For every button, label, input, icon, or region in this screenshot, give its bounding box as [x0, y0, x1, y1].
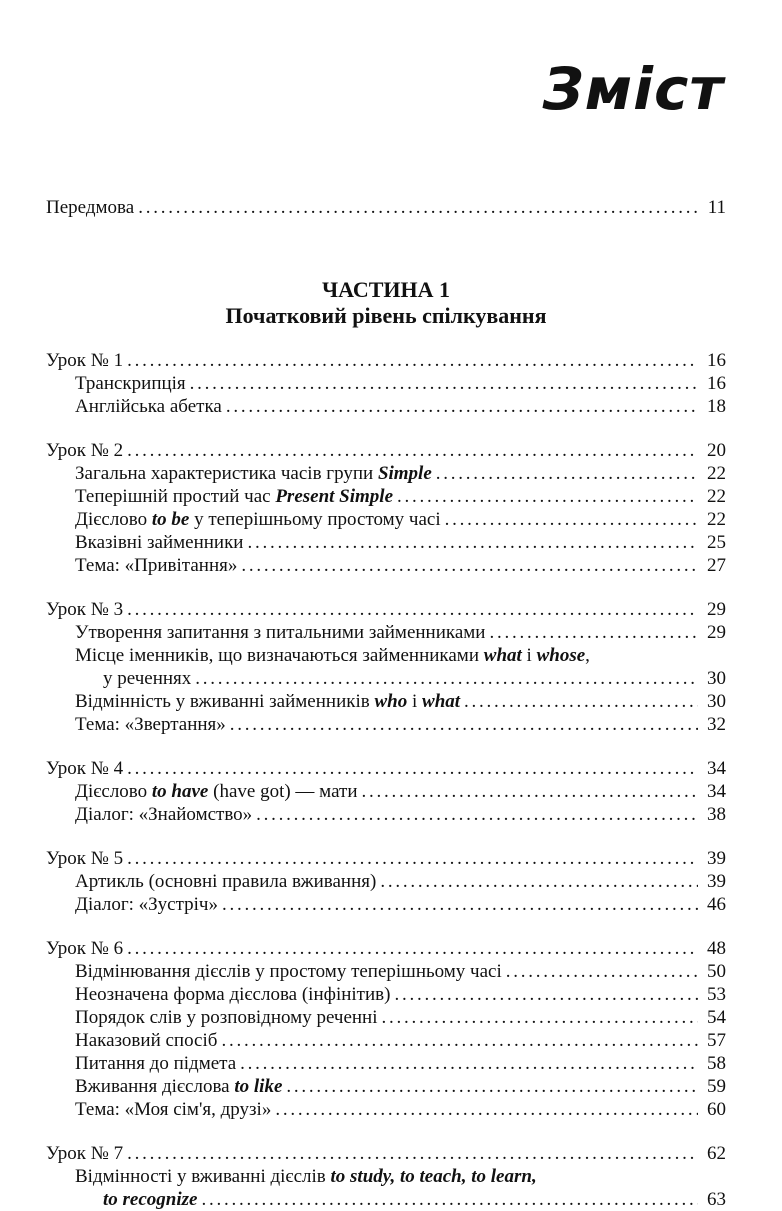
toc-subentry[interactable] — [46, 621, 726, 644]
entry-label: Урок № 5 — [46, 848, 124, 869]
page-number: 50 — [707, 961, 726, 982]
entry-label: Транскрипція — [75, 373, 186, 394]
part-subtitle: Початковий рівень спілкування — [225, 303, 547, 328]
entry-label: у реченнях — [103, 668, 192, 689]
entry-label: Діалог: «Знайомство» — [75, 804, 253, 825]
entry-label: Тема: «Звертання» — [75, 714, 226, 735]
toc-subentry[interactable] — [46, 870, 726, 893]
page-number: 46 — [707, 894, 726, 915]
leader-dots — [127, 937, 698, 960]
leader-dots — [230, 713, 698, 736]
toc-subentry[interactable] — [46, 554, 726, 577]
entry-label: Загальна характеристика часів групи Simple — [75, 463, 432, 484]
toc-subentry[interactable] — [46, 485, 726, 508]
toc-subentry[interactable] — [46, 531, 726, 554]
leader-dots — [190, 372, 698, 395]
page-number: 34 — [707, 758, 726, 779]
page-number: 30 — [707, 691, 726, 712]
leader-dots — [127, 847, 698, 870]
entry-label: Урок № 1 — [46, 350, 124, 371]
leader-dots — [195, 667, 698, 690]
leader-dots — [506, 960, 698, 983]
entry-label: Неозначена форма дієслова (інфінітив) — [75, 984, 391, 1005]
leader-dots — [382, 1006, 698, 1029]
toc-entry-lesson-6[interactable] — [46, 937, 726, 960]
page-number: 22 — [707, 509, 726, 530]
entry-label: Тема: «Привітання» — [75, 555, 238, 576]
page-number: 30 — [707, 668, 726, 689]
entry-label: Утворення запитання з питальними займенниками — [75, 622, 486, 643]
toc-subentry[interactable] — [46, 960, 726, 983]
page-number: 34 — [707, 781, 726, 802]
leader-dots — [127, 439, 698, 462]
leader-dots — [127, 757, 698, 780]
toc-subentry[interactable] — [46, 508, 726, 531]
page-number: 11 — [707, 197, 726, 218]
leader-dots — [380, 870, 698, 893]
entry-label: Тема: «Моя сім'я, друзі» — [75, 1099, 272, 1120]
toc-subentry[interactable] — [46, 803, 726, 826]
page-number: 39 — [707, 871, 726, 892]
entry-label: Відмінювання дієслів у простому теперішньому часі — [75, 961, 502, 982]
page-number: 54 — [707, 1007, 726, 1028]
leader-dots — [489, 621, 698, 644]
leader-dots — [221, 1029, 698, 1052]
entry-label: Діалог: «Зустріч» — [75, 894, 218, 915]
entry-label: Вказівні займенники — [75, 532, 244, 553]
toc-subentry[interactable] — [46, 893, 726, 916]
leader-dots — [256, 803, 698, 826]
part-title: ЧАСТИНА 1 — [321, 277, 451, 302]
entry-label: Відмінність у вживанні займенників who і what — [75, 691, 461, 712]
leader-dots — [226, 395, 698, 418]
leader-dots — [247, 531, 698, 554]
toc-subentry[interactable] — [46, 983, 726, 1006]
page-number: 25 — [707, 532, 726, 553]
toc-entry-lesson-3[interactable] — [46, 598, 726, 621]
toc-subentry[interactable] — [46, 713, 726, 736]
page-number: 29 — [707, 599, 726, 620]
leader-dots — [222, 893, 698, 916]
leader-dots — [436, 462, 698, 485]
page-number: 60 — [707, 1099, 726, 1120]
page-title: Зміст — [542, 55, 724, 123]
leader-dots — [138, 196, 698, 219]
page-number: 22 — [707, 463, 726, 484]
page-number: 27 — [707, 555, 726, 576]
entry-label: to recognize — [103, 1189, 198, 1210]
toc-subentry[interactable] — [46, 462, 726, 485]
page-number: 48 — [707, 938, 726, 959]
toc-subentry[interactable] — [46, 1098, 726, 1121]
entry-label: Урок № 3 — [46, 599, 124, 620]
entry-label: Дієслово to have (have got) — мати — [75, 781, 358, 802]
entry-label: Вживання дієслова to like — [75, 1076, 283, 1097]
toc-subentry[interactable] — [46, 1006, 726, 1029]
toc-entry-preface[interactable] — [46, 196, 726, 219]
toc-entry-lesson-4[interactable] — [46, 757, 726, 780]
entry-label: Артикль (основні правила вживання) — [75, 871, 377, 892]
leader-dots — [361, 780, 698, 803]
leader-dots — [127, 598, 698, 621]
entry-label: Наказовий спосіб — [75, 1030, 218, 1051]
page-number: 58 — [707, 1053, 726, 1074]
table-of-contents — [46, 196, 726, 1211]
leader-dots — [127, 349, 698, 372]
entry-label: Дієслово to be у теперішньому простому часі — [75, 509, 441, 530]
leader-dots — [397, 485, 698, 508]
leader-dots — [241, 554, 698, 577]
entry-label: Урок № 2 — [46, 440, 124, 461]
toc-entry-lesson-1[interactable] — [46, 349, 726, 372]
toc-subentry[interactable] — [46, 1029, 726, 1052]
page-number: 38 — [707, 804, 726, 825]
entry-label: Порядок слів у розповідному реченні — [75, 1007, 378, 1028]
page-number: 22 — [707, 486, 726, 507]
entry-label: Урок № 4 — [46, 758, 124, 779]
page-number: 29 — [707, 622, 726, 643]
entry-label: Теперішній простий час Present Simple — [75, 486, 394, 507]
page-number: 62 — [707, 1143, 726, 1164]
leader-dots — [127, 1142, 698, 1165]
toc-subentry[interactable] — [46, 395, 726, 418]
toc-subentry-first-line[interactable]: Місце іменників, що визначаються займенниками what і whose, — [75, 645, 590, 666]
page-number: 20 — [707, 440, 726, 461]
page-number: 16 — [707, 350, 726, 371]
toc-entry-lesson-5[interactable] — [46, 847, 726, 870]
leader-dots — [240, 1052, 698, 1075]
toc-subentry[interactable] — [46, 1052, 726, 1075]
page-number: 39 — [707, 848, 726, 869]
entry-label: Питання до підмета — [75, 1053, 237, 1074]
entry-label: Урок № 7 — [46, 1143, 124, 1164]
page-number: 59 — [707, 1076, 726, 1097]
toc-subentry-first-line[interactable]: Відмінності у вживанні дієслів to study, to teach, to learn, — [75, 1166, 537, 1187]
toc-subentry[interactable] — [46, 780, 726, 803]
leader-dots — [445, 508, 698, 531]
entry-label: Передмова — [46, 197, 135, 218]
toc-entry-lesson-7[interactable] — [46, 1142, 726, 1165]
leader-dots — [275, 1098, 698, 1121]
leader-dots — [394, 983, 698, 1006]
toc-subentry-continuation[interactable] — [46, 667, 726, 690]
page-number: 16 — [707, 373, 726, 394]
entry-label: Урок № 6 — [46, 938, 124, 959]
leader-dots — [286, 1075, 698, 1098]
page-number: 63 — [707, 1189, 726, 1210]
toc-subentry[interactable] — [46, 1075, 726, 1098]
entry-label: Англійська абетка — [75, 396, 222, 417]
toc-entry-lesson-2[interactable] — [46, 439, 726, 462]
toc-subentry[interactable] — [46, 690, 726, 713]
page-number: 32 — [707, 714, 726, 735]
leader-dots — [464, 690, 698, 713]
page-number: 57 — [707, 1030, 726, 1051]
toc-subentry[interactable] — [46, 372, 726, 395]
page-number: 18 — [707, 396, 726, 417]
page-number: 53 — [707, 984, 726, 1005]
